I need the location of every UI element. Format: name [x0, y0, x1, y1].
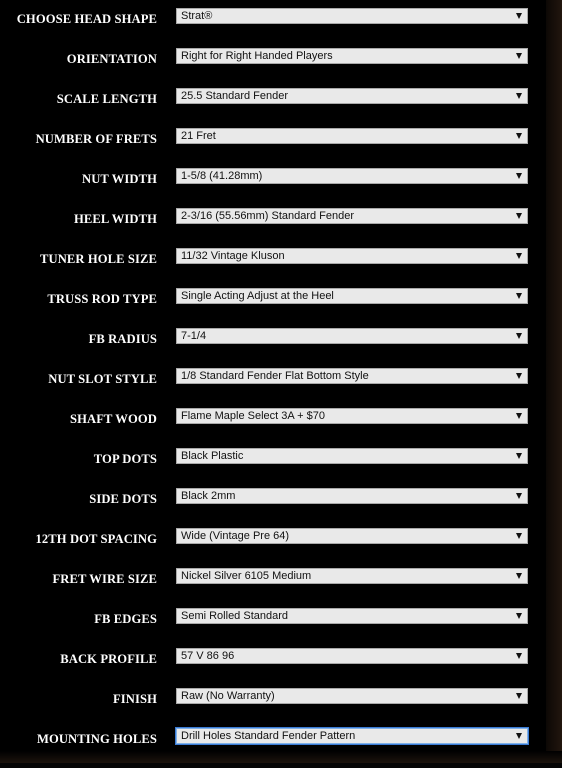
option-label: CHOOSE HEAD SHAPE [16, 12, 157, 26]
chevron-down-icon [516, 573, 522, 579]
option-label: BACK PROFILE [60, 652, 157, 666]
option-row [0, 288, 562, 328]
option-row [0, 448, 562, 488]
chevron-down-icon [516, 653, 522, 659]
option-row [0, 8, 562, 48]
option-select[interactable] [176, 88, 528, 104]
option-select[interactable] [176, 328, 528, 344]
option-select[interactable] [176, 288, 528, 304]
option-selected-value: Single Acting Adjust at the Heel [181, 290, 334, 302]
option-row [0, 168, 562, 208]
chevron-down-icon [516, 93, 522, 99]
option-label: TOP DOTS [93, 452, 157, 466]
option-selected-value: 21 Fret [181, 130, 216, 142]
option-label: FB RADIUS [88, 332, 157, 346]
option-select[interactable] [176, 688, 528, 704]
option-select[interactable] [176, 408, 528, 424]
option-selected-value: Nickel Silver 6105 Medium [181, 570, 312, 582]
option-row [0, 608, 562, 648]
option-select[interactable] [176, 168, 528, 184]
option-row [0, 568, 562, 608]
option-select[interactable] [176, 728, 528, 744]
option-label: FB EDGES [94, 612, 157, 626]
option-label: FRET WIRE SIZE [52, 572, 157, 586]
chevron-down-icon [516, 13, 522, 19]
option-select[interactable] [176, 488, 528, 504]
option-row [0, 368, 562, 408]
option-label: TRUSS ROD TYPE [47, 292, 157, 306]
option-row [0, 648, 562, 688]
option-select[interactable] [176, 128, 528, 144]
option-label: NUMBER OF FRETS [35, 132, 157, 146]
option-selected-value: 1-5/8 (41.28mm) [181, 170, 263, 182]
option-label: FINISH [113, 692, 157, 706]
option-selected-value: Semi Rolled Standard [181, 610, 289, 622]
option-select[interactable] [176, 208, 528, 224]
option-selected-value: Wide (Vintage Pre 64) [181, 530, 290, 542]
chevron-down-icon [516, 53, 522, 59]
chevron-down-icon [516, 413, 522, 419]
option-row [0, 728, 562, 768]
chevron-down-icon [516, 133, 522, 139]
option-selected-value: Drill Holes Standard Fender Pattern [181, 730, 356, 742]
chevron-down-icon [516, 373, 522, 379]
chevron-down-icon [516, 533, 522, 539]
option-selected-value: Right for Right Handed Players [181, 50, 333, 62]
option-row [0, 128, 562, 168]
chevron-down-icon [516, 333, 522, 339]
option-row [0, 88, 562, 128]
option-select[interactable] [176, 648, 528, 664]
option-row [0, 688, 562, 728]
chevron-down-icon [516, 453, 522, 459]
chevron-down-icon [516, 613, 522, 619]
chevron-down-icon [516, 213, 522, 219]
option-select[interactable] [176, 608, 528, 624]
option-label: MOUNTING HOLES [36, 732, 157, 746]
option-label: SHAFT WOOD [70, 412, 157, 426]
option-row [0, 408, 562, 448]
option-select[interactable] [176, 248, 528, 264]
option-select[interactable] [176, 368, 528, 384]
option-selected-value: Raw (No Warranty) [181, 690, 275, 702]
option-selected-value: 2-3/16 (55.56mm) Standard Fender [181, 210, 355, 222]
option-label: TUNER HOLE SIZE [40, 252, 157, 266]
option-select[interactable] [176, 448, 528, 464]
option-selected-value: Black 2mm [181, 490, 236, 502]
chevron-down-icon [516, 253, 522, 259]
option-selected-value: 7-1/4 [181, 330, 207, 342]
chevron-down-icon [516, 493, 522, 499]
option-select[interactable] [176, 568, 528, 584]
option-label: SCALE LENGTH [56, 92, 157, 106]
option-label: ORIENTATION [66, 52, 157, 66]
option-row [0, 48, 562, 88]
option-label: HEEL WIDTH [73, 212, 157, 226]
chevron-down-icon [516, 733, 522, 739]
option-label: NUT WIDTH [82, 172, 157, 186]
chevron-down-icon [516, 173, 522, 179]
option-row [0, 528, 562, 568]
chevron-down-icon [516, 693, 522, 699]
option-row [0, 488, 562, 528]
option-selected-value: Black Plastic [181, 450, 244, 462]
option-selected-value: Strat® [181, 10, 213, 22]
chevron-down-icon [516, 293, 522, 299]
option-select[interactable] [176, 48, 528, 64]
option-label: SIDE DOTS [89, 492, 157, 506]
option-label: NUT SLOT STYLE [48, 372, 157, 386]
option-selected-value: 57 V 86 96 [181, 650, 235, 662]
option-row [0, 248, 562, 288]
option-selected-value: 25.5 Standard Fender [181, 90, 289, 102]
option-selected-value: Flame Maple Select 3A + $70 [181, 410, 325, 422]
option-label: 12TH DOT SPACING [35, 532, 157, 546]
option-select[interactable] [176, 8, 528, 24]
option-select[interactable] [176, 528, 528, 544]
option-selected-value: 1/8 Standard Fender Flat Bottom Style [181, 370, 369, 382]
option-row [0, 328, 562, 368]
option-selected-value: 11/32 Vintage Kluson [181, 250, 285, 262]
option-row [0, 208, 562, 248]
